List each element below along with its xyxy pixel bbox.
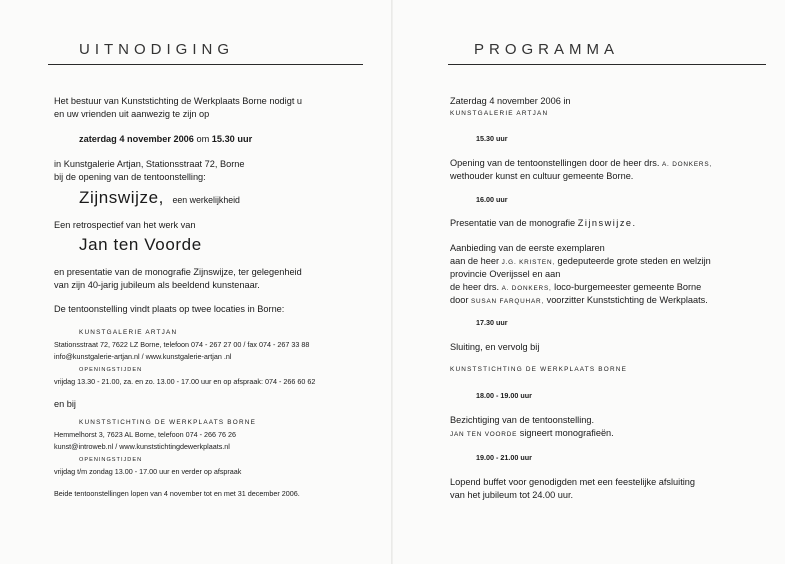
venue-line-2: bij de opening van de tentoonstelling:: [54, 172, 206, 182]
venue-line-1: in Kunstgalerie Artjan, Stationsstraat 72, Borne: [54, 159, 245, 169]
location-1-hours-label: OPENINGSTIJDEN: [79, 367, 143, 373]
time-3: 17.30 uur: [476, 318, 508, 327]
presentation-text: Presentatie van de monografie: [450, 218, 576, 228]
event-date-om: om: [196, 134, 210, 144]
presenting-line-2: [450, 255, 711, 269]
locations-line: De tentoonstelling vindt plaats op twee locaties in Borne:: [54, 304, 285, 314]
second-venue: KUNSTSTICHTING DE WERKPLAATS BORNE: [450, 366, 628, 373]
presentation-line-2: van zijn 40-jarig jubileum als beeldend kunstenaar.: [54, 280, 260, 290]
artist-name: Jan ten Voorde: [79, 235, 202, 254]
presenting-line-1: Aanbieding van de eerste exemplaren: [450, 243, 605, 253]
time-2: 16.00 uur: [476, 195, 508, 204]
exhibition-title-sub: een werkelijkheid: [172, 195, 240, 205]
presentation-title: Zijnswijze.: [577, 218, 637, 228]
location-1-web: info@kunstgalerie-artjan.nl / www.kunstgalerie-artjan .nl: [54, 352, 232, 361]
artist-name-caps: JAN TEN VOORDE: [450, 431, 518, 438]
presenting-line-4: [450, 281, 701, 295]
opening-text: Opening van de tentoonstellingen door de heer drs.: [450, 158, 660, 168]
presentation-line: [450, 217, 637, 229]
invitation-heading: UITNODIGING: [79, 41, 234, 58]
and-line: en bij: [54, 399, 76, 409]
location-2-hours: vrijdag t/m zondag 13.00 - 17.00 uur en verder op afspraak: [54, 467, 242, 476]
presenting-role: voorzitter Kunststichting de Werkplaats.: [546, 295, 708, 305]
event-time: 15.30 uur: [211, 134, 253, 144]
exhibition-title-main: Zijnswijze,: [79, 188, 165, 207]
event-date: zaterdag 4 november 2006: [79, 134, 194, 144]
retrospective-line: Een retrospectief van het werk van: [54, 220, 196, 230]
time-5: 19.00 - 21.00 uur: [476, 453, 532, 462]
buffet-line-2: van het jubileum tot 24.00 uur.: [450, 490, 574, 500]
signing-text: signeert monografieën.: [519, 428, 614, 438]
time-4: 18.00 - 19.00 uur: [476, 391, 532, 400]
viewing-line-1: Bezichtiging van de tentoonstelling.: [450, 415, 595, 425]
program-heading: PROGRAMMA: [474, 41, 620, 58]
location-2-web: kunst@introweb.nl / www.kunststichtingdewerkplaats.nl: [54, 442, 230, 451]
presenting-text: aan de heer: [450, 256, 500, 266]
viewing-line-2: [450, 427, 614, 441]
exhibition-title: [79, 188, 240, 208]
time-1: 15.30 uur: [476, 134, 508, 143]
location-2-address: Hemmelhorst 3, 7623 AL Borne, telefoon 074 - 266 76 26: [54, 430, 236, 439]
location-2-hours-label: OPENINGSTIJDEN: [79, 457, 143, 463]
presenting-text: de heer drs.: [450, 282, 500, 292]
opening-person: A. DONKERS,: [661, 161, 712, 168]
intro-line-2: en uw vrienden uit aanwezig te zijn op: [54, 109, 210, 119]
program-venue: KUNSTGALERIE ARTJAN: [450, 110, 549, 117]
invitation-page: [0, 0, 392, 564]
presenting-person: SUSAN FARQUHAR,: [470, 298, 545, 305]
presenting-line-3: provincie Overijssel en aan: [450, 269, 561, 279]
closing-line: Beide tentoonstellingen lopen van 4 november tot en met 31 december 2006.: [54, 489, 300, 498]
heading-rule: [448, 64, 766, 65]
presenting-role: gedeputeerde grote steden en welzijn: [557, 256, 711, 266]
event-date-line: [79, 133, 252, 145]
presentation-line-1: en presentatie van de monografie Zijnswijze, ter gelegenheid: [54, 267, 302, 277]
closing-line: Sluiting, en vervolg bij: [450, 342, 540, 352]
location-1-name: KUNSTGALERIE ARTJAN: [79, 329, 178, 336]
opening-line-1: [450, 157, 712, 171]
presenting-person: A. DONKERS,: [501, 285, 552, 292]
presenting-text: door: [450, 295, 469, 305]
presenting-person: J.G. KRISTEN,: [501, 259, 555, 266]
location-1-address: Stationsstraat 72, 7622 LZ Borne, telefoon 074 - 267 27 00 / fax 074 - 267 33 88: [54, 340, 310, 349]
location-2-name: KUNSTSTICHTING DE WERKPLAATS BORNE: [79, 419, 257, 426]
presenting-line-5: [450, 294, 708, 308]
heading-rule: [48, 64, 363, 65]
buffet-line-1: Lopend buffet voor genodigden met een feestelijke afsluiting: [450, 477, 696, 487]
location-1-hours: vrijdag 13.30 - 21.00, za. en zo. 13.00 - 17.00 uur en op afspraak: 074 - 266 60 62: [54, 377, 316, 386]
program-page: [393, 0, 785, 564]
opening-line-2: wethouder kunst en cultuur gemeente Borne.: [450, 171, 634, 181]
presenting-role: loco-burgemeester gemeente Borne: [554, 282, 702, 292]
program-date: Zaterdag 4 november 2006 in: [450, 96, 571, 106]
intro-line-1: Het bestuur van Kunststichting de Werkplaats Borne nodigt u: [54, 96, 303, 106]
